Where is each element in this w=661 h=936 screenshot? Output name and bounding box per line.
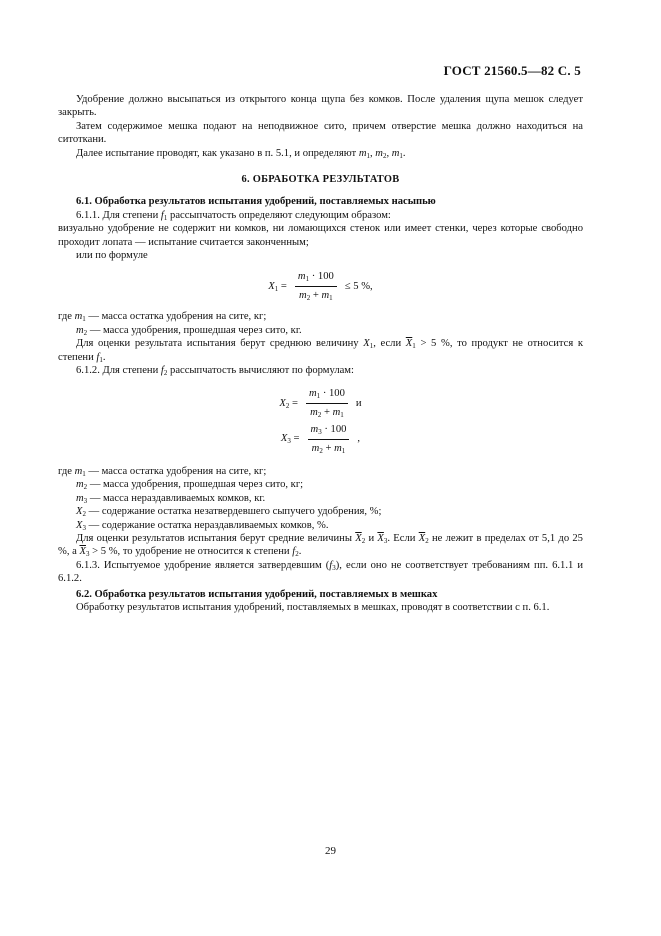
page-number: 29	[325, 845, 336, 857]
formula-x1: $X_1$ = $\frac{m_1 \cdot 100}{m_2 + m_1}$ ≤ 5 %,	[268, 271, 373, 302]
definition-line: $m_3$ — масса нераздавливаемых комков, кг.	[76, 492, 266, 505]
definition-line: $m_2$ — масса удобрения, прошедшая через сито, кг.	[76, 324, 302, 337]
paragraph: 6.1.2. Для степени $f_2$ рассыпчатость вычисляют по формулам:	[76, 364, 354, 377]
definition-line: $m_2$ — масса удобрения, прошедшая через сито, кг;	[76, 479, 304, 492]
paragraph: Далее испытание проводят, как указано в п. 5.1, и определяют $m_1$, $m_2$, $m_1$.	[76, 147, 406, 160]
document-header: ГОСТ 21560.5—82 С. 5	[443, 63, 581, 78]
paragraph: Удобрение должно высыпаться из открытого конца щупа без комков. После удаления щупа мешок следует закрыть.	[58, 94, 583, 119]
paragraph: 6.1.3. Испытуемое удобрение является затвердевшим $(f_3)$, если оно не соответствует требованиям пп. 6.1.1 и 6.1.2.	[58, 559, 583, 585]
paragraph: визуально удобрение не содержит ни комков, ни ломающихся стенок или имеет стенки, через которые свободно проходит лопата — испытание считается законченным;	[58, 223, 583, 248]
section-title: 6. ОБРАБОТКА РЕЗУЛЬТАТОВ	[241, 174, 400, 186]
definition-line: $X_2$ — содержание остатка незатвердевшего сыпучего удобрения, %;	[76, 506, 382, 519]
paragraph: Для оценки результата испытания берут среднюю величину $X_1$, если $\overline{X}_1 > 5$ %, то продукт не относится к степени $f_1$.	[58, 338, 584, 364]
definition-line: где $m_1$ — масса остатка удобрения на сите, кг;	[58, 311, 267, 324]
paragraph: или по формуле	[76, 250, 148, 262]
paragraph: Затем содержимое мешка подают на неподвижное сито, причем отверстие мешка должно находиться на ситоткани.	[58, 120, 583, 146]
formula-x2: $X_2$ = $\frac{m_1 \cdot 100}{m_2 + m_1}$ и	[279, 388, 362, 419]
definition-line: $X_3$ — содержание остатка нераздавливаемых комков, %.	[76, 519, 329, 532]
formula-x3: $X_3$ = $\frac{m_3 \cdot 100}{m_2 + m_1}$ ,	[280, 424, 361, 455]
document-body	[58, 93, 583, 614]
paragraph: Обработку результатов испытания удобрений, поставляемых в мешках, проводят в соответствии с п. 6.1.	[76, 602, 550, 613]
paragraph: Для оценки результатов испытания берут средние величины $\overline{X}_2$ и $\overline{X}_3$. Если $\overline{X}_2$ не лежит в пределах от 5,1 до 25 %, а $\overline{X}_3 > 5$ %, то удобрение не относится к степени $f_2$.	[58, 532, 583, 559]
subsection-title: 6.1. Обработка результатов испытания удобрений, поставляемых насыпью	[76, 196, 436, 208]
definition-line: где $m_1$ — масса остатка удобрения на сите, кг;	[58, 465, 267, 478]
subsection-title: 6.2. Обработка результатов испытания удобрений, поставляемых в мешках	[76, 588, 438, 600]
paragraph: 6.1.1. Для степени $f_1$ рассыпчатость определяют следующим образом:	[76, 209, 391, 222]
